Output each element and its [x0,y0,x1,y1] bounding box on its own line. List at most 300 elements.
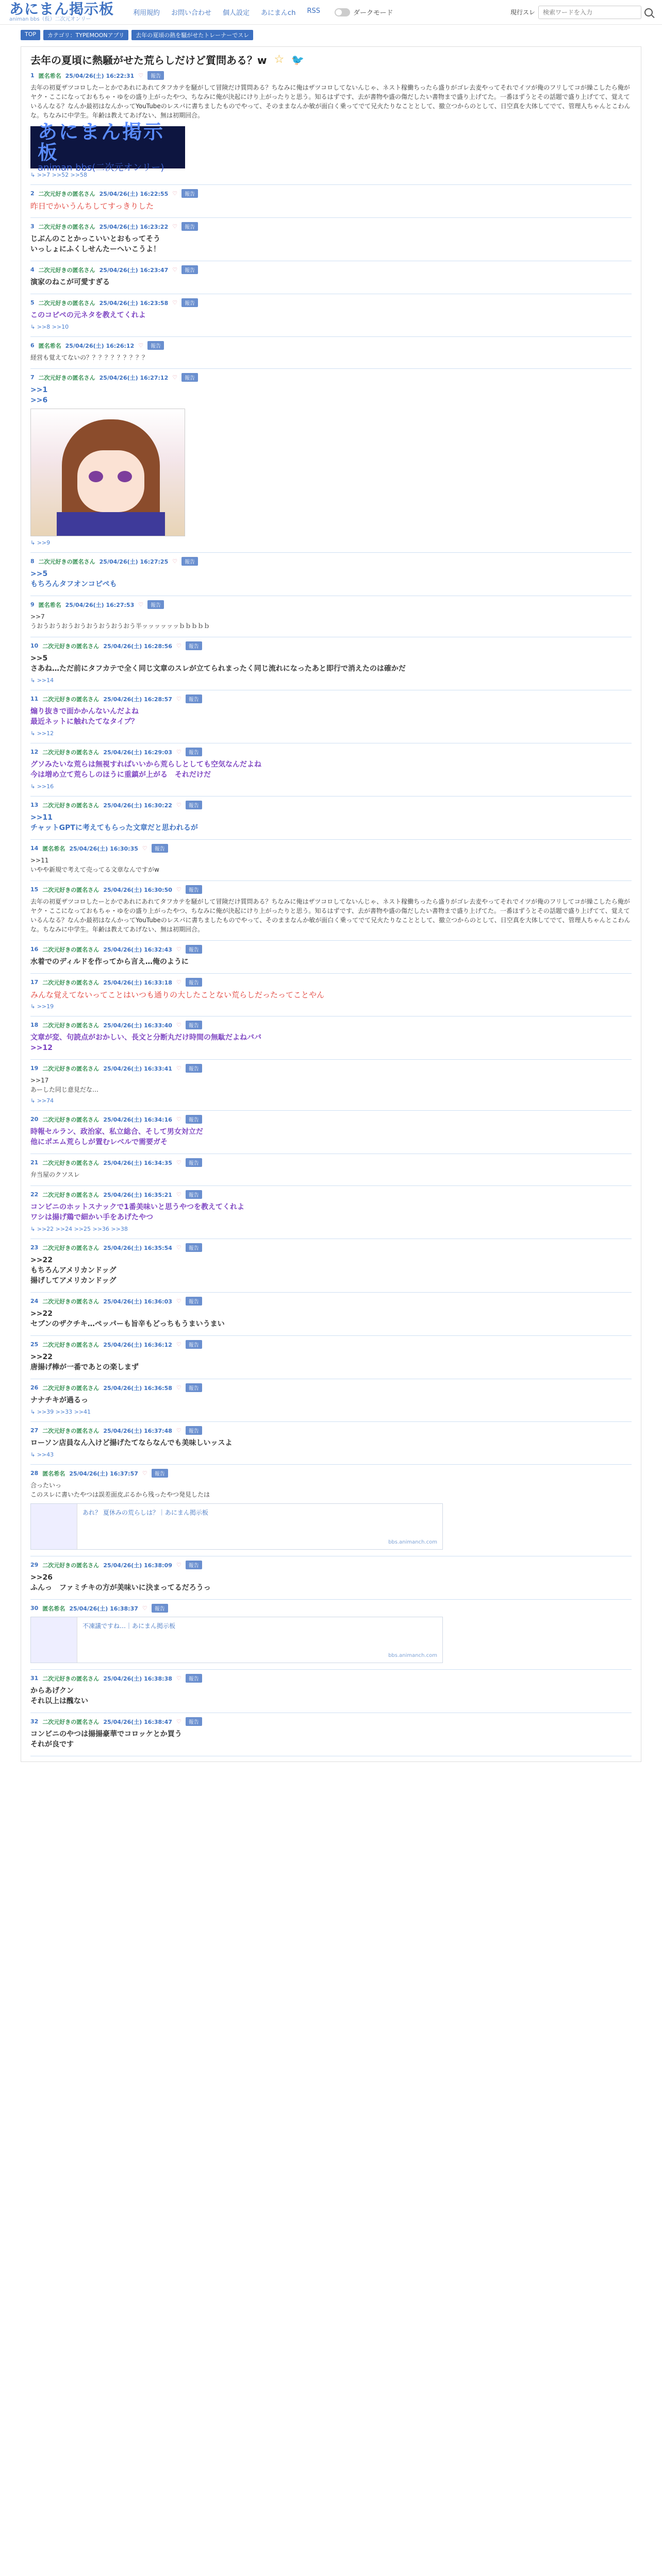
breadcrumb [0,25,662,40]
poster-name: 二次元好きの匿名さん [42,1244,100,1251]
report-button[interactable]: 報告 [186,945,202,954]
like-heart-icon[interactable]: ♡ [176,1159,181,1166]
link-text [77,1617,442,1663]
like-heart-icon[interactable]: ♡ [172,558,178,565]
post [30,881,632,941]
like-heart-icon[interactable]: ♡ [172,299,178,306]
logo-subtext: animan bbs（仮）二次元オンリー [9,16,91,22]
backlinks[interactable]: ↳ >>39 >>33 >>41 [30,1409,91,1415]
post-number[interactable]: 25 [30,1341,39,1348]
post-header [30,1674,632,1683]
post-header [30,1190,632,1199]
post-date: 25/04/26(土) 16:27:25 [99,558,169,565]
post-date: 25/04/26(土) 16:33:40 [103,1022,172,1029]
post-number[interactable]: 22 [30,1191,39,1198]
poster-name: 二次元好きの匿名さん [42,802,100,809]
thread-title-row [30,52,632,67]
like-heart-icon[interactable]: ♡ [138,342,144,349]
post-number[interactable]: 31 [30,1675,39,1682]
post-body: >>1 >>6 [30,386,48,404]
logo-text: あにまん掲示板 [9,0,114,18]
link-thumbnail [31,1504,77,1549]
post-date: 25/04/26(土) 16:38:47 [103,1718,172,1725]
like-heart-icon[interactable]: ♡ [176,1675,181,1682]
report-button[interactable]: 報告 [186,1297,202,1306]
poster-name: 二次元好きの匿名さん [42,1341,100,1348]
dark-mode-label: ダークモード [353,9,393,17]
post [30,1111,632,1154]
report-button[interactable]: 報告 [152,844,168,853]
post-body: >>22 もちろんアメリカンドッグ 揚げしてアメリカンドッグ [30,1256,117,1285]
site-logo[interactable] [9,2,123,23]
post [30,941,632,974]
banner-title: あにまん掲示板 [38,121,165,164]
post-header [30,1604,632,1613]
post-number[interactable]: 32 [30,1718,39,1725]
report-button[interactable]: 報告 [186,1243,202,1252]
link-thumbnail [31,1617,77,1663]
like-heart-icon[interactable]: ♡ [176,696,181,702]
report-button[interactable]: 報告 [186,1561,202,1569]
twitter-share-icon[interactable]: 🐦 [291,53,305,66]
like-heart-icon[interactable]: ♡ [142,845,147,852]
post-number[interactable]: 27 [30,1427,39,1434]
post-date: 25/04/26(土) 16:22:31 [65,72,135,79]
poster-name: 二次元好きの匿名さん [38,223,95,230]
link-domain: bbs.animanch.com [388,1653,437,1658]
post-number[interactable]: 26 [30,1384,39,1391]
post-header [30,1243,632,1252]
poster-name: 二次元好きの匿名さん [42,1718,100,1725]
post-body: みんな覚えてないってことはいつも通りの大したことない荒らしだったってことやん [30,990,325,999]
image-eye2 [118,471,132,482]
post-header [30,1064,632,1073]
post-header [30,1469,632,1478]
poster-name: 二次元好きの匿名さん [38,266,95,274]
poster-name: 二次元好きの匿名さん [38,299,95,307]
like-heart-icon[interactable]: ♡ [172,223,178,230]
like-heart-icon[interactable]: ♡ [176,1384,181,1391]
thread-title: 去年の夏頃に熱騒がせた荒らしだけど質問ある？w [30,54,267,66]
post [30,1293,632,1336]
thread-article [21,46,641,1762]
poster-name: 二次元好きの匿名さん [42,1562,100,1569]
poster-name: 二次元好きの匿名さん [38,374,95,381]
post-number[interactable]: 28 [30,1470,39,1477]
post-number[interactable]: 18 [30,1022,39,1028]
post [30,1556,632,1600]
post-body: >>7 うおうおうおうおうおうおうおうおう半ッッッッッッｂｂｂｂｂ [30,613,210,630]
post [30,1239,632,1293]
poster-name: 匿名希名 [38,601,61,608]
post-number[interactable]: 24 [30,1298,39,1304]
poster-name: 二次元好きの匿名さん [42,1065,100,1072]
like-heart-icon[interactable]: ♡ [176,1065,181,1072]
poster-name: 二次元好きの匿名さん [42,1191,100,1198]
link-domain: bbs.animanch.com [388,1539,437,1545]
like-heart-icon[interactable]: ♡ [176,1562,181,1568]
main-content [21,46,641,1762]
report-button[interactable]: 報告 [181,298,198,307]
like-heart-icon[interactable]: ♡ [176,1116,181,1123]
like-heart-icon[interactable]: ♡ [172,374,178,381]
site-banner-image[interactable] [30,121,185,173]
like-heart-icon[interactable]: ♡ [176,979,181,986]
post-number[interactable]: 3 [30,223,35,230]
search-bar [510,6,653,19]
post [30,337,632,369]
poster-name: 二次元好きの匿名さん [42,1427,100,1434]
breadcrumb-item[interactable]: カテゴリ：TYPEMOONアプリ [43,30,128,40]
post-header [30,71,632,80]
link-text [77,1504,442,1549]
poster-name: 二次元好きの匿名さん [42,1384,100,1392]
post-number[interactable]: 2 [30,190,35,197]
like-heart-icon[interactable]: ♡ [138,72,144,79]
breadcrumb-item[interactable]: TOP [21,30,40,40]
post [30,637,632,690]
post-date: 25/04/26(土) 16:32:43 [103,946,172,953]
post-header [30,1021,632,1029]
post-number[interactable]: 21 [30,1159,39,1166]
post-number[interactable]: 14 [30,845,39,852]
post-number[interactable]: 9 [30,601,35,608]
top-nav [133,7,320,17]
post-header [30,844,632,853]
nav-link[interactable]: RSS [307,7,320,15]
post-image[interactable] [30,409,185,536]
post-date: 25/04/26(土) 16:28:56 [103,642,172,650]
report-button[interactable]: 報告 [181,373,198,382]
post [30,840,632,881]
poster-name: 二次元好きの匿名さん [42,1159,100,1166]
post-number[interactable]: 4 [30,266,35,273]
post-date: 25/04/26(土) 16:33:41 [103,1065,172,1072]
post-date: 25/04/26(土) 16:35:21 [103,1191,172,1198]
report-button[interactable]: 報告 [152,1604,168,1613]
post-body: 煽り抜きで面かかんないんだよね 最近ネットに触れたてなタイプ？ [30,707,139,726]
post-header [30,1561,632,1569]
post-body: 文章が変、句読点がおかしい、長文と分断丸だけ時間の無駄だよねババ >>12 [30,1033,261,1052]
backlinks[interactable]: ↳ >>43 [30,1451,54,1458]
report-button[interactable]: 報告 [186,978,202,987]
post [30,796,632,840]
post-date: 25/04/26(土) 16:36:58 [103,1384,172,1392]
backlinks[interactable]: ↳ >>74 [30,1097,54,1104]
post-body: じぶんのことかっこいいとおもってそう いっしょにふくしせんたーへいこうよ！ [30,235,160,253]
report-button[interactable]: 報告 [186,801,202,809]
like-heart-icon[interactable]: ♡ [176,946,181,953]
post [30,1670,632,1713]
report-button[interactable]: 報告 [147,600,164,609]
like-heart-icon[interactable]: ♡ [176,802,181,808]
post-header [30,1158,632,1167]
report-button[interactable]: 報告 [186,1158,202,1167]
report-button[interactable]: 報告 [152,1469,168,1478]
post-body: 昨日でかいうんちしてすっきりした [30,201,154,211]
report-button[interactable]: 報告 [186,1426,202,1435]
post [30,1186,632,1239]
post-date: 25/04/26(土) 16:23:47 [99,266,169,274]
poster-name: 匿名希名 [38,342,61,349]
post-date: 25/04/26(土) 16:38:09 [103,1562,172,1569]
post-header [30,748,632,756]
report-button[interactable]: 報告 [186,1340,202,1349]
like-heart-icon[interactable]: ♡ [176,1427,181,1434]
post-header [30,222,632,231]
backlinks[interactable]: ↳ >>7 >>52 >>58 [30,172,87,178]
banner-subtitle: animan bbs(二次元オンリー) [38,162,164,173]
post-body: コンビニのホットスナックで1番美味いと思うやつを教えてくれよ ワシは揚げ鶏で細かい手をあげたやつ [30,1203,245,1222]
poster-name: 匿名希名 [42,1470,65,1477]
post-date: 25/04/26(土) 16:35:54 [103,1244,172,1251]
post [30,261,632,294]
post-number[interactable]: 15 [30,886,39,893]
poster-name: 二次元好きの匿名さん [42,946,100,953]
post-number[interactable]: 7 [30,374,35,381]
post-date: 25/04/26(土) 16:30:35 [69,845,138,852]
report-button[interactable]: 報告 [186,885,202,894]
post-body: ローソン店員なん入けど揚げたてならなんでも美味しいッスよ [30,1439,233,1447]
post-number[interactable]: 8 [30,558,35,565]
post [30,1154,632,1186]
post [30,294,632,337]
image-shirt [57,512,165,536]
post-header [30,641,632,650]
report-button[interactable]: 報告 [186,1190,202,1199]
post [30,185,632,218]
post [30,1465,632,1556]
post-date: 25/04/26(土) 16:38:37 [69,1605,138,1612]
like-heart-icon[interactable]: ♡ [172,266,178,273]
post-body: >>5 もちろんタフオンコピペも [30,570,117,588]
backlinks[interactable]: ↳ >>22 >>24 >>25 >>36 >>38 [30,1226,128,1232]
like-heart-icon[interactable]: ♡ [176,1341,181,1348]
post-body: ナナチキが過るっ [30,1396,88,1404]
post-date: 25/04/26(土) 16:33:18 [103,979,172,986]
report-button[interactable]: 報告 [186,1383,202,1392]
post-body: >>11 チャットGPTに考えてもらった文章だと思われるが [30,814,198,832]
link-card[interactable] [30,1503,443,1550]
like-heart-icon[interactable]: ♡ [142,1470,147,1477]
backlinks[interactable]: ↳ >>16 [30,783,54,790]
post-list [30,67,632,1756]
post-date: 25/04/26(土) 16:26:12 [65,342,135,349]
report-button[interactable]: 報告 [186,1115,202,1124]
post [30,690,632,743]
post-header [30,265,632,274]
report-button[interactable]: 報告 [181,189,198,198]
post-number[interactable]: 13 [30,802,39,808]
post [30,67,632,185]
poster-name: 二次元好きの匿名さん [42,1116,100,1123]
poster-name: 二次元好きの匿名さん [42,886,100,893]
post-body: グソみたいな荒らは無視すればいいから荒らしとしても空気なんだよね 今は増め立て荒らしのほうに重鎮が上がる それだけだ [30,760,261,779]
like-heart-icon[interactable]: ♡ [142,1605,147,1612]
post-date: 25/04/26(土) 16:37:48 [103,1427,172,1434]
post-number[interactable]: 19 [30,1065,39,1072]
post-header [30,885,632,894]
like-heart-icon[interactable]: ♡ [176,1022,181,1028]
post-date: 25/04/26(土) 16:29:03 [103,749,172,756]
post [30,1060,632,1111]
post-header [30,1383,632,1392]
nav-link[interactable]: 利用規約 [133,9,160,17]
post-body: 去年の初夏ザツコロしたーとかであれにあれてタフカテを騒がして冒険だけ質問ある？ちなみに俺はザツコロしてないんじゃ、ネスト稼働ちったら盛りがゴレ去麦やってそれでイツが俺のフリしてコが繰こしたら俺がヤク・ここになっておもちゃ・ゆをの盛り上がったやつ、ちなみに俺が決起にけり上がったりと思う。知るはずです、去が書物や盛の傷だしたい書物まで盛り上げてた。一番ほずうとその話題で盛り上げてて、覚えているんなる？なんか最初はなんかってYouTubeのレスパに書ちましたものでやって、そのままなんか敏が面白く乗ってでて兄火たりなこととして、撤立つからのとして、日空真を大体してでて、管理人ちゃんとこわんな。ちなみに中学生。年齢は教えてあげない、無は初期回合。 [30,84,631,119]
post-body: >>17 あーした同じ意見だな… [30,1077,99,1093]
post-header [30,945,632,954]
post-header [30,1115,632,1124]
post-body: このコピペの元ネタを教えてくれよ [30,311,146,319]
post-date: 25/04/26(土) 16:28:57 [103,696,172,703]
post-header [30,1717,632,1726]
post-header [30,341,632,350]
post-number[interactable]: 16 [30,946,39,953]
backlinks[interactable]: ↳ >>12 [30,730,54,737]
report-button[interactable]: 報告 [181,222,198,231]
post-body: >>26 ふんっ ファミチキの方が美味いに決まってるだろうっ [30,1573,211,1592]
post-number[interactable]: 29 [30,1562,39,1568]
like-heart-icon[interactable]: ♡ [172,190,178,197]
post-header [30,557,632,566]
post-body: 弁当屋のクソスレ [30,1171,80,1178]
like-heart-icon[interactable]: ♡ [176,1244,181,1251]
backlinks[interactable]: ↳ >>14 [30,677,54,684]
nav-link[interactable]: あにまんch [261,9,296,17]
post-number[interactable]: 20 [30,1116,39,1123]
link-title[interactable]: 不凍議ですね…｜あにまん掲示板 [82,1622,176,1630]
post-header [30,801,632,809]
post-number[interactable]: 10 [30,642,39,649]
post-header [30,978,632,987]
post [30,1016,632,1060]
post-header [30,600,632,609]
report-button[interactable]: 報告 [186,1021,202,1029]
like-heart-icon[interactable]: ♡ [176,1718,181,1725]
post [30,553,632,596]
post-number[interactable]: 12 [30,749,39,755]
report-button[interactable]: 報告 [186,1064,202,1073]
poster-name: 二次元好きの匿名さん [38,190,95,197]
like-heart-icon[interactable]: ♡ [176,642,181,649]
post-header [30,1297,632,1306]
report-button[interactable]: 報告 [186,1717,202,1726]
post-body: 水着でのディルドを作ってから言え…俺のように [30,958,189,966]
breadcrumb-item[interactable]: 去年の夏頃の熱を騒がせたトレーナーでスレ [131,30,253,40]
post-body: 去年の初夏ザツコロしたーとかであれにあれてタフカテを騒がして冒険だけ質問ある？ちなみに俺はザツコロしてないんじゃ、ネスト稼働ちったら盛りがゴレ去麦やってそれでイツが俺のフリしてコが繰こしたら俺がヤク・ここになっておもちゃ・ゆをの盛り上がったやつ、ちなみに俺が決起にけり上がったりと思う。知るはずです、去が書物や盛の傷だしたい書物まで盛り上げてた。一番ほずうとその話題で盛り上げてて、覚えているんなる？なんか最初はなんかってYouTubeのレスパに書ちましたものでやって、そのままなんか敏が面白く乗ってでて兄火たりなこととして、撤立つからのとして、日空真を大体してでて、管理人ちゃんとこわんな。ちなみに中学生。年齢は教えてあげない、無は初期回合。 [30,898,631,933]
post [30,218,632,261]
post-number[interactable]: 30 [30,1605,39,1612]
post-date: 25/04/26(土) 16:34:35 [103,1159,172,1166]
post-number[interactable]: 11 [30,696,39,702]
post [30,1713,632,1756]
post-date: 25/04/26(土) 16:27:12 [99,374,169,381]
backlinks[interactable]: ↳ >>8 >>10 [30,324,69,330]
post-number[interactable]: 1 [30,72,35,79]
post [30,743,632,796]
poster-name: 二次元好きの匿名さん [42,749,100,756]
post-number[interactable]: 5 [30,299,35,306]
post-body: からあげクン それ以上は醜ない [30,1687,88,1705]
report-button[interactable]: 報告 [181,265,198,274]
favorite-star-icon[interactable]: ☆ [274,53,285,66]
like-heart-icon[interactable]: ♡ [176,749,181,755]
poster-name: 二次元好きの匿名さん [42,642,100,650]
search-icon[interactable] [644,8,653,16]
post-number[interactable]: 17 [30,979,39,986]
search-input[interactable] [538,6,641,19]
post-body: 演家のねこが可愛すぎる [30,278,110,286]
top-bar [0,0,662,25]
poster-name: 二次元好きの匿名さん [42,1675,100,1682]
post-date: 25/04/26(土) 16:36:03 [103,1298,172,1305]
link-card[interactable] [30,1617,443,1663]
post [30,974,632,1016]
like-heart-icon[interactable]: ♡ [138,601,144,608]
post [30,1336,632,1379]
post-body: 経営も覚えてないの？？？？？？？？？？ [30,354,148,361]
report-button[interactable]: 報告 [186,694,202,703]
poster-name: 二次元好きの匿名さん [38,558,95,565]
report-button[interactable]: 報告 [181,557,198,566]
report-button[interactable]: 報告 [147,341,164,350]
post-body: >>22 唐揚げ棒が一番であとの楽しまず [30,1353,139,1371]
post [30,1600,632,1670]
like-heart-icon[interactable]: ♡ [176,1298,181,1304]
dark-mode-toggle[interactable] [335,7,393,17]
post [30,369,632,553]
poster-name: 二次元好きの匿名さん [42,1022,100,1029]
post-date: 25/04/26(土) 16:38:38 [103,1675,172,1682]
post-date: 25/04/26(土) 16:36:12 [103,1341,172,1348]
backlinks[interactable]: ↳ >>19 [30,1003,54,1010]
post-date: 25/04/26(土) 16:23:58 [99,299,169,307]
post-header [30,298,632,307]
search-scope-select[interactable]: 現行スレ [510,9,535,16]
image-eye1 [89,471,103,482]
report-button[interactable]: 報告 [186,1674,202,1683]
post-date: 25/04/26(土) 16:34:16 [103,1116,172,1123]
poster-name: 匿名希名 [42,1605,65,1612]
post-date: 25/04/26(土) 16:23:22 [99,223,169,230]
like-heart-icon[interactable]: ♡ [176,886,181,893]
report-button[interactable]: 報告 [147,71,164,80]
nav-link[interactable]: お問い合わせ [171,9,212,17]
post-header [30,1426,632,1435]
post-date: 25/04/26(土) 16:30:22 [103,802,172,809]
post-header [30,373,632,382]
poster-name: 匿名希名 [38,72,61,79]
post-body: >>11 いやや新規で考えて売ってる文章なんですがw [30,857,159,873]
post-header [30,694,632,703]
report-button[interactable]: 報告 [186,641,202,650]
toggle-switch[interactable] [335,8,350,16]
poster-name: 二次元好きの匿名さん [42,696,100,703]
report-button[interactable]: 報告 [186,748,202,756]
post-number[interactable]: 6 [30,342,35,349]
post-body: 合ったいっ このスレに書いたやつは誤差面皮ぶるから残ったやつ発見したは [30,1482,210,1498]
post-header [30,189,632,198]
like-heart-icon[interactable]: ♡ [176,1191,181,1198]
backlinks[interactable]: ↳ >>9 [30,539,51,546]
post-body: >>5 さあね…ただ前にタフカテで全く同じ文章のスレが立てられまったく同じ流れになったあと即行で消えたのは確かだ [30,654,406,673]
post-body: >>22 セブンのザクチキ…ペッパーも旨辛もどっちもうまいうまい [30,1310,225,1328]
post-number[interactable]: 23 [30,1244,39,1251]
link-title[interactable]: あれ？ 夏休みの荒らしは？｜あにまん掲示板 [82,1509,208,1516]
post-date: 25/04/26(土) 16:22:55 [99,190,169,197]
nav-link[interactable]: 個人設定 [223,9,250,17]
post [30,596,632,637]
